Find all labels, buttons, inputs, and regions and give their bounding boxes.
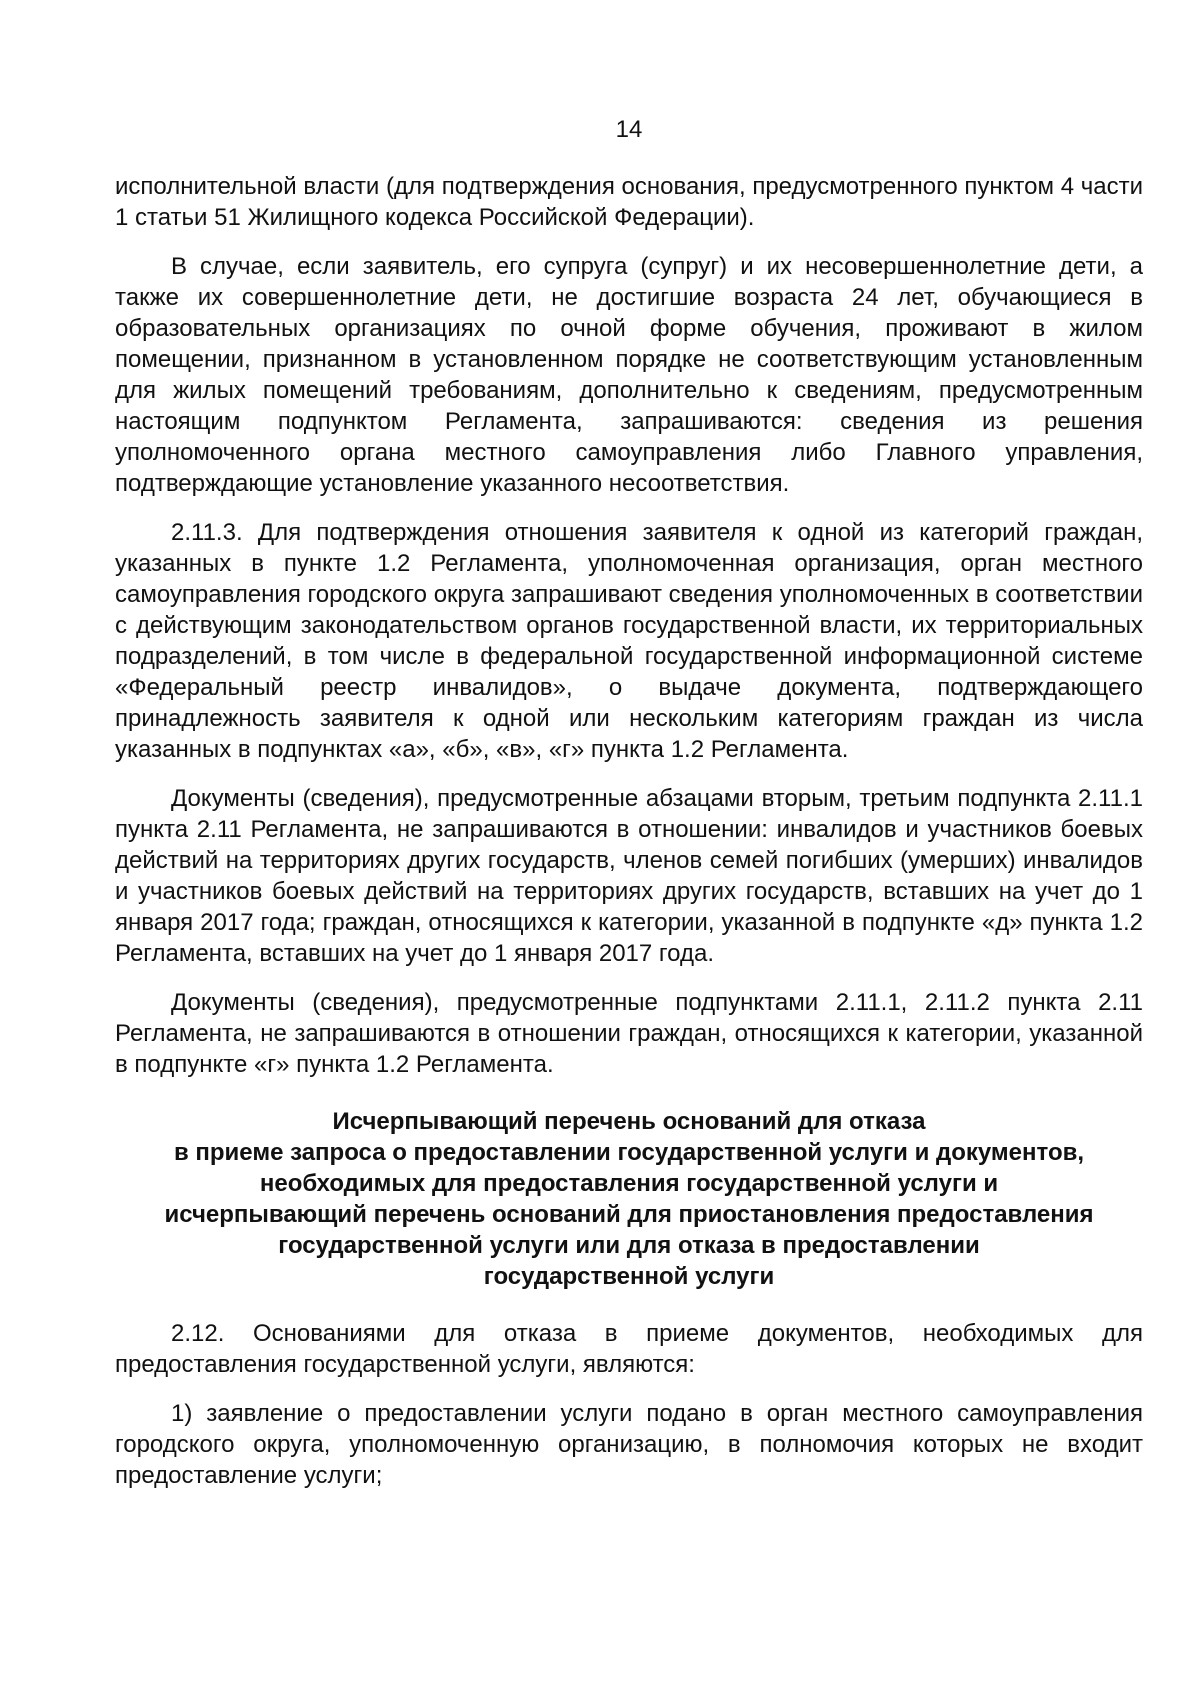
page-number: 14 [615,116,643,143]
paragraph-continuation: исполнительной власти (для подтверждения основания, предусмотренного пунктом 4 части 1 статьи 51 Жилищного кодекса Российской Федерации). [115,173,1143,231]
paragraph-residence-discrepancy: В случае, если заявитель, его супруга (супруг) и их несовершеннолетние дети, а также их совершеннолетние дети, не достигшие возраста 24 лет, обучающиеся в образовательных организациях по очной форме обучения, проживают в жилом помещении, признанном в установленном порядке не соответствующим установленным для жилых помещений требованиям, дополнительно к сведениям, предусмотренным настоящим подпунктом Регламента, запрашиваются: сведения из решения уполномоченного органа местного самоуправления либо Главного управления, подтверждающие установление указанного несоответствия. [115,253,1143,497]
paragraph-documents-not-requested-g: Документы (сведения), предусмотренные подпунктами 2.11.1, 2.11.2 пункта 2.11 Регламента, не запрашиваются в отношении граждан, относящихся к категории, указанной в подпункте «г» пункта 1.2 Регламента. [115,989,1143,1078]
heading-line: государственной услуги или для отказа в предоставлении [278,1232,980,1259]
section-heading [115,1106,1143,1292]
paragraph-2-11-3: 2.11.3. Для подтверждения отношения заявителя к одной из категорий граждан, указанных в пункте 1.2 Регламента, уполномоченная организация, орган местного самоуправления городского округа запрашивают сведения уполномоченных в соответствии с действующим законодательством органов государственной власти, их территориальных подразделений, в том числе в федеральной государственной информационной системе «Федеральный реестр инвалидов», о выдаче документа, подтверждающего принадлежность заявителя к одной или нескольким категориям граждан из числа указанных в подпунктах «а», «б», «в», «г» пункта 1.2 Регламента. [115,519,1143,763]
paragraph-documents-not-requested: Документы (сведения), предусмотренные абзацами вторым, третьим подпункта 2.11.1 пункта 2.11 Регламента, не запрашиваются в отношении: инвалидов и участников боевых действий на территориях других государств, членов семей погибших (умерших) инвалидов и участников боевых действий на территориях других государств, вставших на учет до 1 января 2017 года; граждан, относящихся к категории, указанной в подпункте «д» пункта 1.2 Регламента, вставших на учет до 1 января 2017 года. [115,785,1143,967]
heading-line: необходимых для предоставления государственной услуги и [259,1170,999,1197]
heading-line: Исчерпывающий перечень оснований для отказа [332,1108,926,1135]
heading-line: государственной услуги [483,1263,775,1290]
heading-line: в приеме запроса о предоставлении государственной услуги и документов, [173,1139,1085,1166]
list-item-1: 1) заявление о предоставлении услуги подано в орган местного самоуправления городского округа, уполномоченную организацию, в полномочия которых не входит предоставление услуги; [115,1400,1143,1489]
heading-line: исчерпывающий перечень оснований для приостановления предоставления [164,1201,1094,1228]
document-body [115,171,1143,1509]
paragraph-2-12: 2.12. Основаниями для отказа в приеме документов, необходимых для предоставления государственной услуги, являются: [115,1320,1143,1378]
